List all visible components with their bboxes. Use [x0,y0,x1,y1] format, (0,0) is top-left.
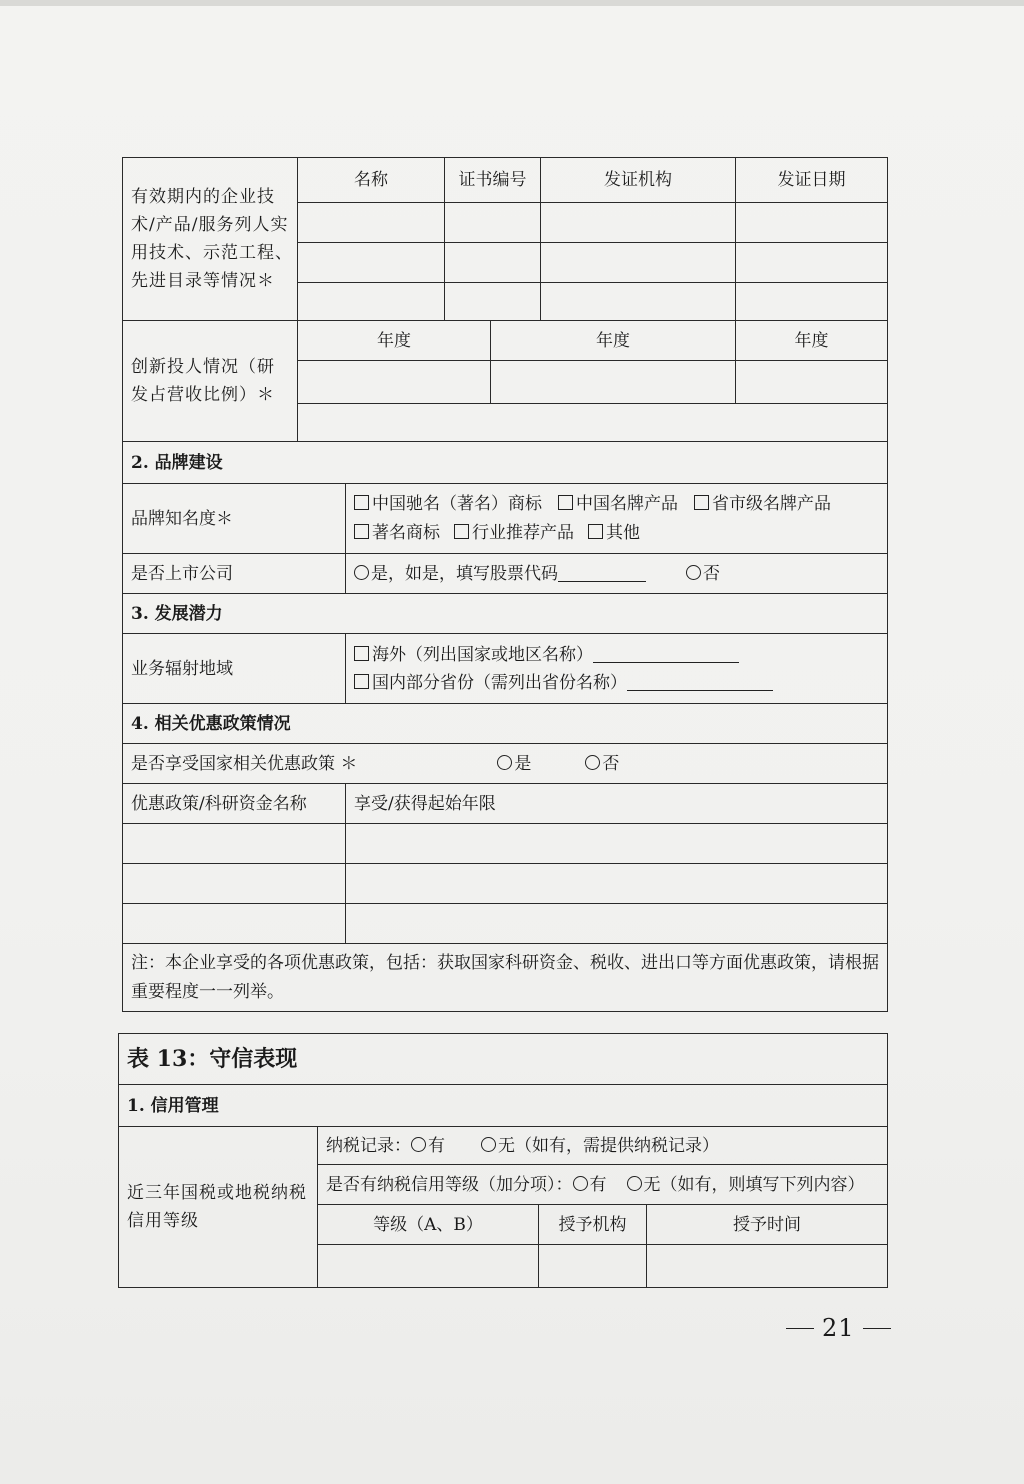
table13-title: 表 13：守信表现 [119,1034,888,1085]
cert-cell[interactable] [541,203,736,243]
checkbox-icon[interactable] [354,674,369,689]
checkbox-icon[interactable] [694,495,709,510]
policy-name-cell[interactable] [123,824,346,864]
brand-label: 品牌知名度＊ [123,484,346,554]
cert-cell[interactable] [736,203,888,243]
region-domestic-option[interactable]: 国内部分省份（需列出省份名称） [354,673,627,693]
policy-period-cell[interactable] [346,864,888,904]
cert-cell[interactable] [445,243,541,283]
tax-record-prefix: 纳税记录： [326,1135,411,1156]
cert-cell[interactable] [541,243,736,283]
enjoy-no-option[interactable]: 否 [585,754,619,774]
section-title-policy: 4. 相关优惠政策情况 [123,704,888,744]
cert-header-number: 证书编号 [445,158,541,203]
grant-org-cell[interactable] [539,1245,647,1288]
tax-record-no-option[interactable]: 无（如有，需提供纳税记录） [481,1136,719,1156]
policy-name-header: 优惠政策/科研资金名称 [123,784,346,824]
cert-cell[interactable] [298,283,445,321]
grade-header: 等级（A、B） [318,1205,539,1245]
cert-cell[interactable] [298,243,445,283]
year-value-cell[interactable] [736,361,888,404]
year-header-2: 年度 [491,321,736,361]
checkbox-icon[interactable] [588,524,603,539]
radio-icon[interactable] [354,565,369,580]
tax-record-yes-option[interactable]: 有 [411,1136,445,1156]
brand-option-famous-trademark[interactable]: 中国驰名（著名）商标 [354,494,542,514]
brand-option-industry-recommended[interactable]: 行业推荐产品 [454,523,574,543]
radio-icon[interactable] [686,565,701,580]
year-value-cell[interactable] [491,361,736,404]
section-title-potential: 3. 发展潜力 [123,594,888,634]
page-top-edge [0,0,1024,6]
radio-icon[interactable] [481,1137,496,1152]
grant-time-cell[interactable] [647,1245,888,1288]
innovation-label: 创新投人情况（研发占营收比例）＊ [123,321,298,442]
cert-cell[interactable] [541,283,736,321]
policy-period-cell[interactable] [346,904,888,944]
domestic-line[interactable] [627,674,773,691]
cert-cell[interactable] [298,203,445,243]
enjoy-policy-label: 是否享受国家相关优惠政策 ＊ [131,753,358,774]
radio-icon[interactable] [585,755,600,770]
cert-header-name: 名称 [298,158,445,203]
year-header-3: 年度 [736,321,888,361]
policy-note: 注：本企业享受的各项优惠政策，包括：获取国家科研资金、税收、进出口等方面优惠政策，请根据重要程度一一列举。 [123,944,888,1012]
radio-icon[interactable] [573,1176,588,1191]
policy-name-cell[interactable] [123,864,346,904]
cert-header-date: 发证日期 [736,158,888,203]
listed-yes-option[interactable]: 是，如是，填写股票代码 [354,564,558,584]
policy-name-cell[interactable] [123,904,346,944]
cert-cell[interactable] [736,243,888,283]
radio-icon[interactable] [627,1176,642,1191]
checkbox-icon[interactable] [354,646,369,661]
checkbox-icon[interactable] [354,524,369,539]
checkbox-icon[interactable] [558,495,573,510]
policy-period-header: 享受/获得起始年限 [346,784,888,824]
checkbox-icon[interactable] [354,495,369,510]
credit-grade-prefix: 是否有纳税信用等级（加分项）： [326,1174,573,1195]
innovation-blank-row[interactable] [298,404,888,442]
listed-label: 是否上市公司 [123,554,346,594]
credit-grade-no-option[interactable]: 无（如有，则填写下列内容） [627,1175,865,1195]
year-header-1: 年度 [298,321,491,361]
grade-cell[interactable] [318,1245,539,1288]
region-overseas-option[interactable]: 海外（列出国家或地区名称） [354,645,593,665]
brand-option-provincial[interactable]: 省市级名牌产品 [694,494,831,514]
cert-cell[interactable] [736,283,888,321]
grant-time-header: 授予时间 [647,1205,888,1245]
overseas-line[interactable] [593,646,739,663]
radio-icon[interactable] [411,1137,426,1152]
cert-row-label: 有效期内的企业技术/产品/服务列人实用技术、示范工程、先进目录等情况＊ [123,158,298,321]
credit-section-title: 1. 信用管理 [119,1085,888,1127]
enjoy-yes-option[interactable]: 是 [497,754,531,774]
radio-icon[interactable] [497,755,512,770]
credit-grade-yes-option[interactable]: 有 [573,1175,607,1195]
region-label: 业务辐射地域 [123,634,346,704]
brand-option-well-known[interactable]: 著名商标 [354,523,440,543]
cert-header-issuer: 发证机构 [541,158,736,203]
policy-period-cell[interactable] [346,824,888,864]
brand-option-other[interactable]: 其他 [588,523,640,543]
credit-table [118,1033,888,1288]
stock-code-line[interactable] [558,565,646,582]
section-title-brand: 2. 品牌建设 [123,442,888,484]
year-value-cell[interactable] [298,361,491,404]
checkbox-icon[interactable] [454,524,469,539]
brand-option-famous-product[interactable]: 中国名牌产品 [558,494,678,514]
cert-cell[interactable] [445,283,541,321]
grant-org-header: 授予机构 [539,1205,647,1245]
enterprise-info-table [122,157,888,1012]
tax-credit-label: 近三年国税或地税纳税信用等级 [119,1127,318,1288]
listed-no-option[interactable]: 否 [686,564,720,584]
page-number: 21 [778,1314,899,1342]
cert-cell[interactable] [445,203,541,243]
